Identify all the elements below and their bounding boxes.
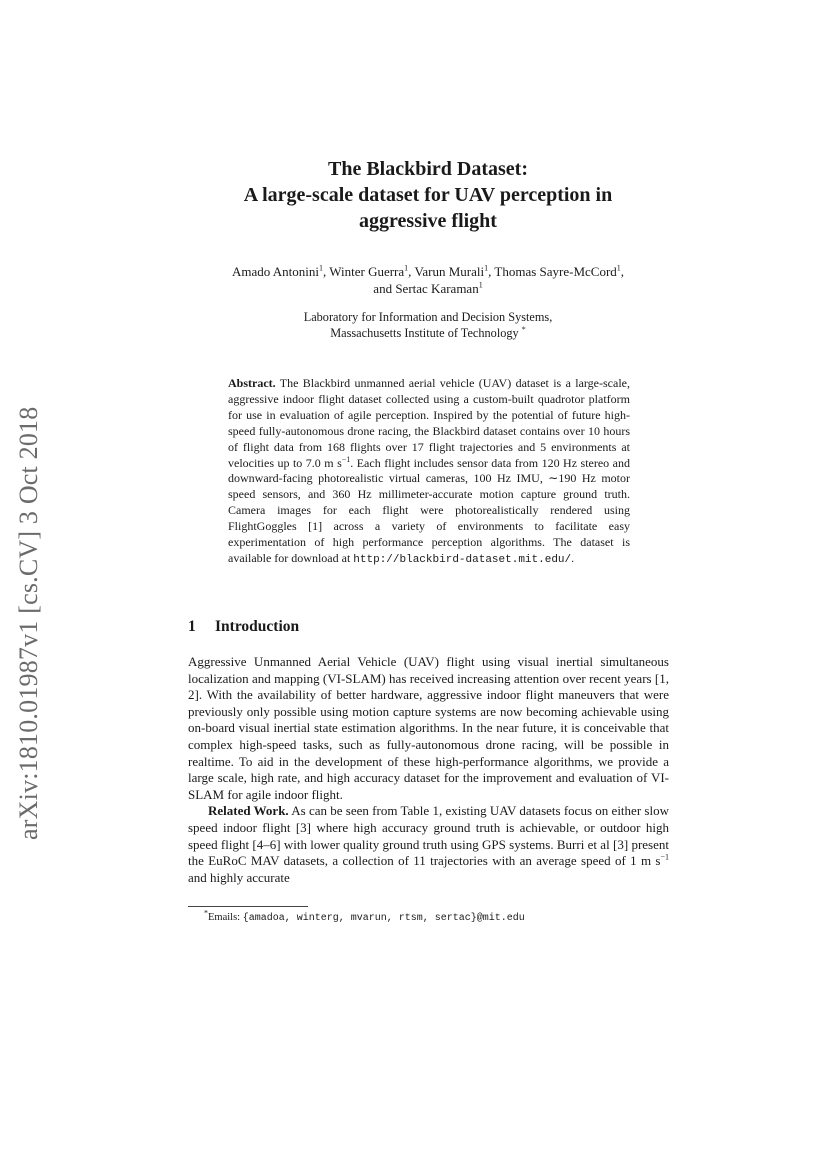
paragraph: Aggressive Unmanned Aerial Vehicle (UAV) flight using visual inertial simultaneous localization and mapping (VI-SLAM) has received increasing attention over recent years [1, 2]. With the availability of better hardware, aggressive indoor flight maneuvers that were previously only possible using motion capture systems are now becoming achievable using on-board visual inertial state estimation algorithms. In the near future, it is conceivable that complex high-speed tasks, such as fully-autonomous drone racing, will be possible in realtime. To aid in the development of these high-performance algorithms, we provide a large scale, high rate, and high accuracy dataset for the improvement and evaluation of VI-SLAM for agile indoor flight. xyxy=(188,654,669,802)
affiliation-marker: 1 xyxy=(616,263,621,273)
affiliation-marker: 1 xyxy=(318,263,323,273)
affiliation-line-1: Laboratory for Information and Decision Systems, xyxy=(303,310,553,324)
footnote xyxy=(204,908,525,924)
paragraph-text: As can be seen from Table 1, existing UAV datasets focus on either slow speed indoor flight [3] where high accuracy ground truth is achievable, or outdoor high speed flight [4–6] with lower quality ground truth using GPS systems. Burri et al [3] present the EuRoC MAV datasets, a collection of 11 trajectories with an average speed of 1 m s xyxy=(188,803,669,869)
title-line-1: The Blackbird Dataset: xyxy=(328,158,528,180)
run-in-heading: Related Work. xyxy=(208,803,289,819)
footnote-marker: * xyxy=(204,908,208,918)
affiliation-line-2 xyxy=(200,325,656,341)
author-conjunction: and xyxy=(373,281,393,296)
abstract-label: Abstract. xyxy=(228,376,276,390)
section-heading-introduction xyxy=(188,618,299,636)
author-name: Amado Antonini xyxy=(231,264,319,279)
introduction-body xyxy=(188,654,669,886)
paragraph-text-continued: and highly accurate xyxy=(188,869,290,885)
footnote-rule xyxy=(188,906,308,907)
author-name: Sertac Karaman xyxy=(395,281,479,296)
section-title: Introduction xyxy=(215,618,300,635)
author-line-1: Amado Antonini$^1$, Winter Guerra$^1$, Varun Murali$^1$, Thomas Sayre-McCord$^1$, xyxy=(231,263,625,279)
affiliation-marker: 1 xyxy=(484,263,489,273)
footnote-label: Emails: xyxy=(208,912,243,923)
abstract-text: The Blackbird unmanned aerial vehicle (UAV) dataset is a large-scale, aggressive indoor flight dataset collected using a custom-built quadrotor platform for use in evaluation of agile perception. Inspired by the potential of future high-speed fully-autonomous drone racing, the Blackbird dataset contains over 10 hours of flight data from 168 flights over 17 flight trajectories and 5 environments at velocities up to 7.0 m s xyxy=(228,376,630,470)
title-line-3: aggressive flight xyxy=(359,210,497,232)
abstract-end: . xyxy=(571,550,575,565)
paper-title xyxy=(140,156,716,234)
affiliation-marker: 1 xyxy=(478,280,483,290)
unit-exponent: −1 xyxy=(660,852,669,862)
author-list xyxy=(150,263,706,297)
author-name: Thomas Sayre-McCord xyxy=(494,264,617,279)
author-name: Varun Murali xyxy=(414,264,485,279)
author-line-2 xyxy=(150,280,706,297)
affiliation-marker: 1 xyxy=(404,263,409,273)
abstract-exponent: −1 xyxy=(341,454,351,464)
author-name: Winter Guerra xyxy=(329,264,405,279)
abstract-text-continued: . Each flight includes sensor data from 120 Hz stereo and downward-facing photorealistic virtual cameras, 100 Hz IMU, ∼190 Hz motor speed sensors, and 360 Hz millimeter-accurate motion capture ground truth. Camera images for each flight were photorealistically rendered using FlightGoggles [1] across a variety of environments to facilitate easy experimentation of high performance perception algorithms. The dataset is available for download at xyxy=(228,455,630,565)
arxiv-identifier-stamp: arXiv:1810.01987v1 [cs.CV] 3 Oct 2018 xyxy=(14,406,43,840)
institution-name: Massachusetts Institute of Technology xyxy=(330,326,519,340)
abstract xyxy=(228,376,630,569)
title-line-2: A large-scale dataset for UAV perception in xyxy=(243,184,613,206)
footnote-marker: * xyxy=(521,324,526,334)
dataset-url-link[interactable]: http://blackbird-dataset.mit.edu/ xyxy=(353,553,572,566)
section-number: 1 xyxy=(188,618,196,635)
paragraph-related-work xyxy=(188,803,669,886)
affiliation xyxy=(200,309,656,341)
email-addresses: {amadoa, winterg, mvarun, rtsm, sertac}@mit.edu xyxy=(242,913,525,924)
